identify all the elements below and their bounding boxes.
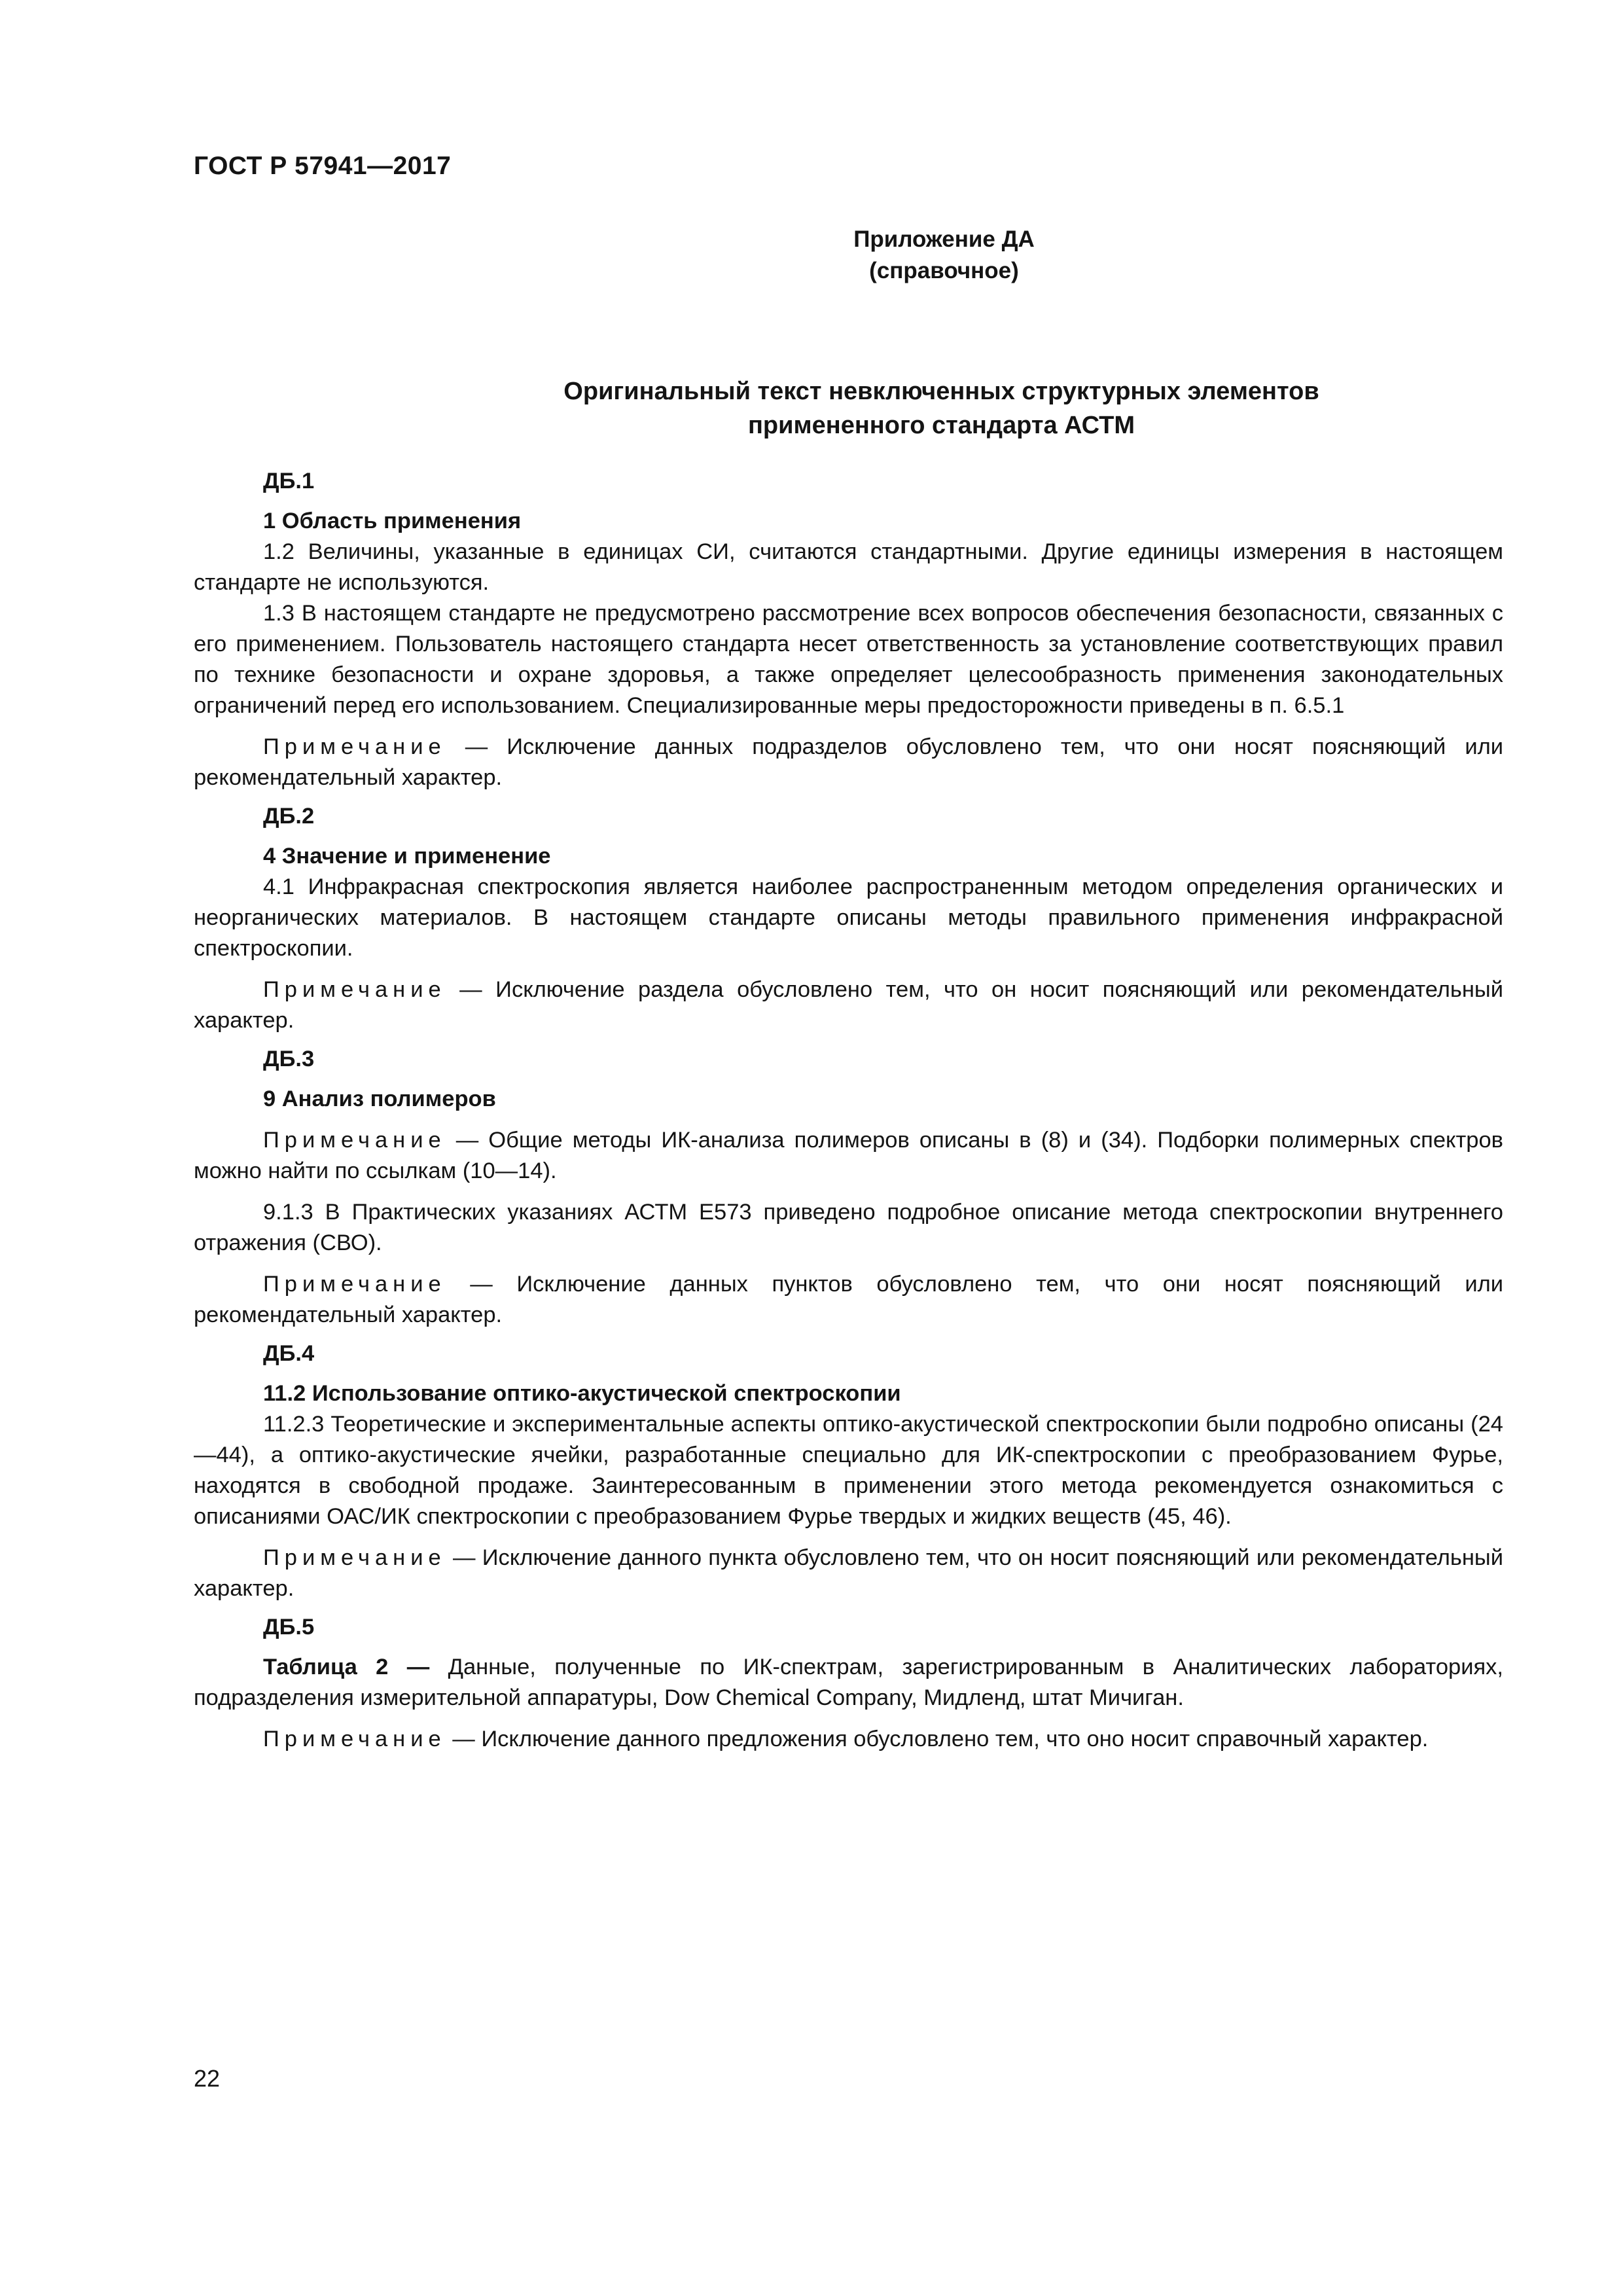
note-db3-1 <box>194 1125 1503 1187</box>
note-label: Примечание <box>263 1128 446 1153</box>
section-id-db4: ДБ.4 <box>263 1341 315 1366</box>
note-text: — Исключение раздела обусловлено тем, что он носит поясняющий или рекомендательный характер. <box>194 977 1503 1033</box>
section-heading-db2: 4 Значение и применение <box>263 844 551 869</box>
section-id-db1: ДБ.1 <box>263 469 315 493</box>
section-id-db2: ДБ.2 <box>263 804 315 829</box>
document-title <box>194 374 1503 442</box>
table-2-caption <box>194 1652 1503 1713</box>
note-text: — Исключение данного пункта обусловлено тем, что он носит поясняющий или рекомендательный характер. <box>194 1545 1503 1601</box>
document-title-line2: примененного стандарта АСТМ <box>747 412 1135 439</box>
note-text: — Исключение данных подразделов обусловлено тем, что они носят поясняющий или рекомендательный характер. <box>194 734 1503 790</box>
note-text: — Исключение данного предложения обусловлено тем, что оно носит справочный характер. <box>446 1727 1429 1751</box>
section-heading-db4: 11.2 Использование оптико-акустической спектроскопии <box>263 1381 901 1406</box>
page-number: 22 <box>194 2065 221 2092</box>
note-text: — Общие методы ИК-анализа полимеров описаны в (8) и (34). Подборки полимерных спектров можно найти по ссылкам (10—14). <box>194 1128 1503 1183</box>
table-caption-text: Данные, полученные по ИК-спектрам, зарегистрированным в Аналитических лабораториях, подразделения измерительной аппаратуры, Dow Chemical Company, Мидленд, штат Мичиган. <box>194 1655 1504 1710</box>
paragraph-1-2: 1.2 Величины, указанные в единицах СИ, считаются стандартными. Другие единицы измерения в настоящем стандарте не используются. <box>194 539 1503 595</box>
appendix-title: Приложение ДА <box>853 226 1035 252</box>
appendix-heading <box>194 224 1503 287</box>
note-db3-2 <box>194 1269 1503 1331</box>
section-heading-db1: 1 Область применения <box>263 509 522 533</box>
note-label: Примечание <box>263 1545 446 1570</box>
note-text: — Исключение данных пунктов обусловлено тем, что они носят поясняющий или рекомендательный характер. <box>194 1272 1503 1327</box>
note-label: Примечание <box>263 1272 446 1297</box>
note-db1 <box>194 732 1503 793</box>
table-label: Таблица 2 — <box>263 1655 430 1679</box>
appendix-subtitle: (справочное) <box>869 258 1019 283</box>
note-db5 <box>194 1724 1503 1755</box>
note-db2 <box>194 975 1503 1036</box>
section-id-db5: ДБ.5 <box>263 1615 315 1640</box>
note-label: Примечание <box>263 1727 446 1751</box>
paragraph-4-1: 4.1 Инфракрасная спектроскопия является наиболее распространенным методом определения органических и неорганических материалов. В настоящем стандарте описаны методы правильного применения инфракрасной спектроскопии. <box>194 874 1503 961</box>
section-heading-db3: 9 Анализ полимеров <box>263 1086 496 1111</box>
note-db4 <box>194 1543 1503 1604</box>
document-title-line1: Оригинальный текст невключенных структурных элементов <box>563 378 1319 405</box>
section-id-db3: ДБ.3 <box>263 1047 315 1071</box>
note-label: Примечание <box>263 734 446 759</box>
paragraph-9-1-3: 9.1.3 В Практических указаниях АСТМ Е573 приведено подробное описание метода спектроскопии внутреннего отражения (СВО). <box>194 1200 1503 1255</box>
note-label: Примечание <box>263 977 446 1002</box>
paragraph-11-2-3: 11.2.3 Теоретические и экспериментальные аспекты оптико-акустической спектроскопии были подробно описаны (24—44), а оптико-акустические ячейки, разработанные специально для ИК-спектроскопии с преобразованием Фурье, находятся в свободной продаже. Заинтересованным в применении этого метода рекомендуется ознакомиться с описаниями ОАС/ИК спектроскопии с преобразованием Фурье твердых и жидких веществ (45, 46). <box>194 1412 1503 1529</box>
document-body <box>194 466 1503 1755</box>
standard-code: ГОСТ Р 57941—2017 <box>194 152 452 180</box>
paragraph-1-3: 1.3 В настоящем стандарте не предусмотрено рассмотрение всех вопросов обеспечения безопасности, связанных с его применением. Пользователь настоящего стандарта несет ответственность за установление соответствующих правил по технике безопасности и охране здоровья, а также определяет целесообразность применения законодательных ограничений перед его использованием. Специализированные меры предосторожности приведены в п. 6.5.1 <box>194 601 1503 718</box>
